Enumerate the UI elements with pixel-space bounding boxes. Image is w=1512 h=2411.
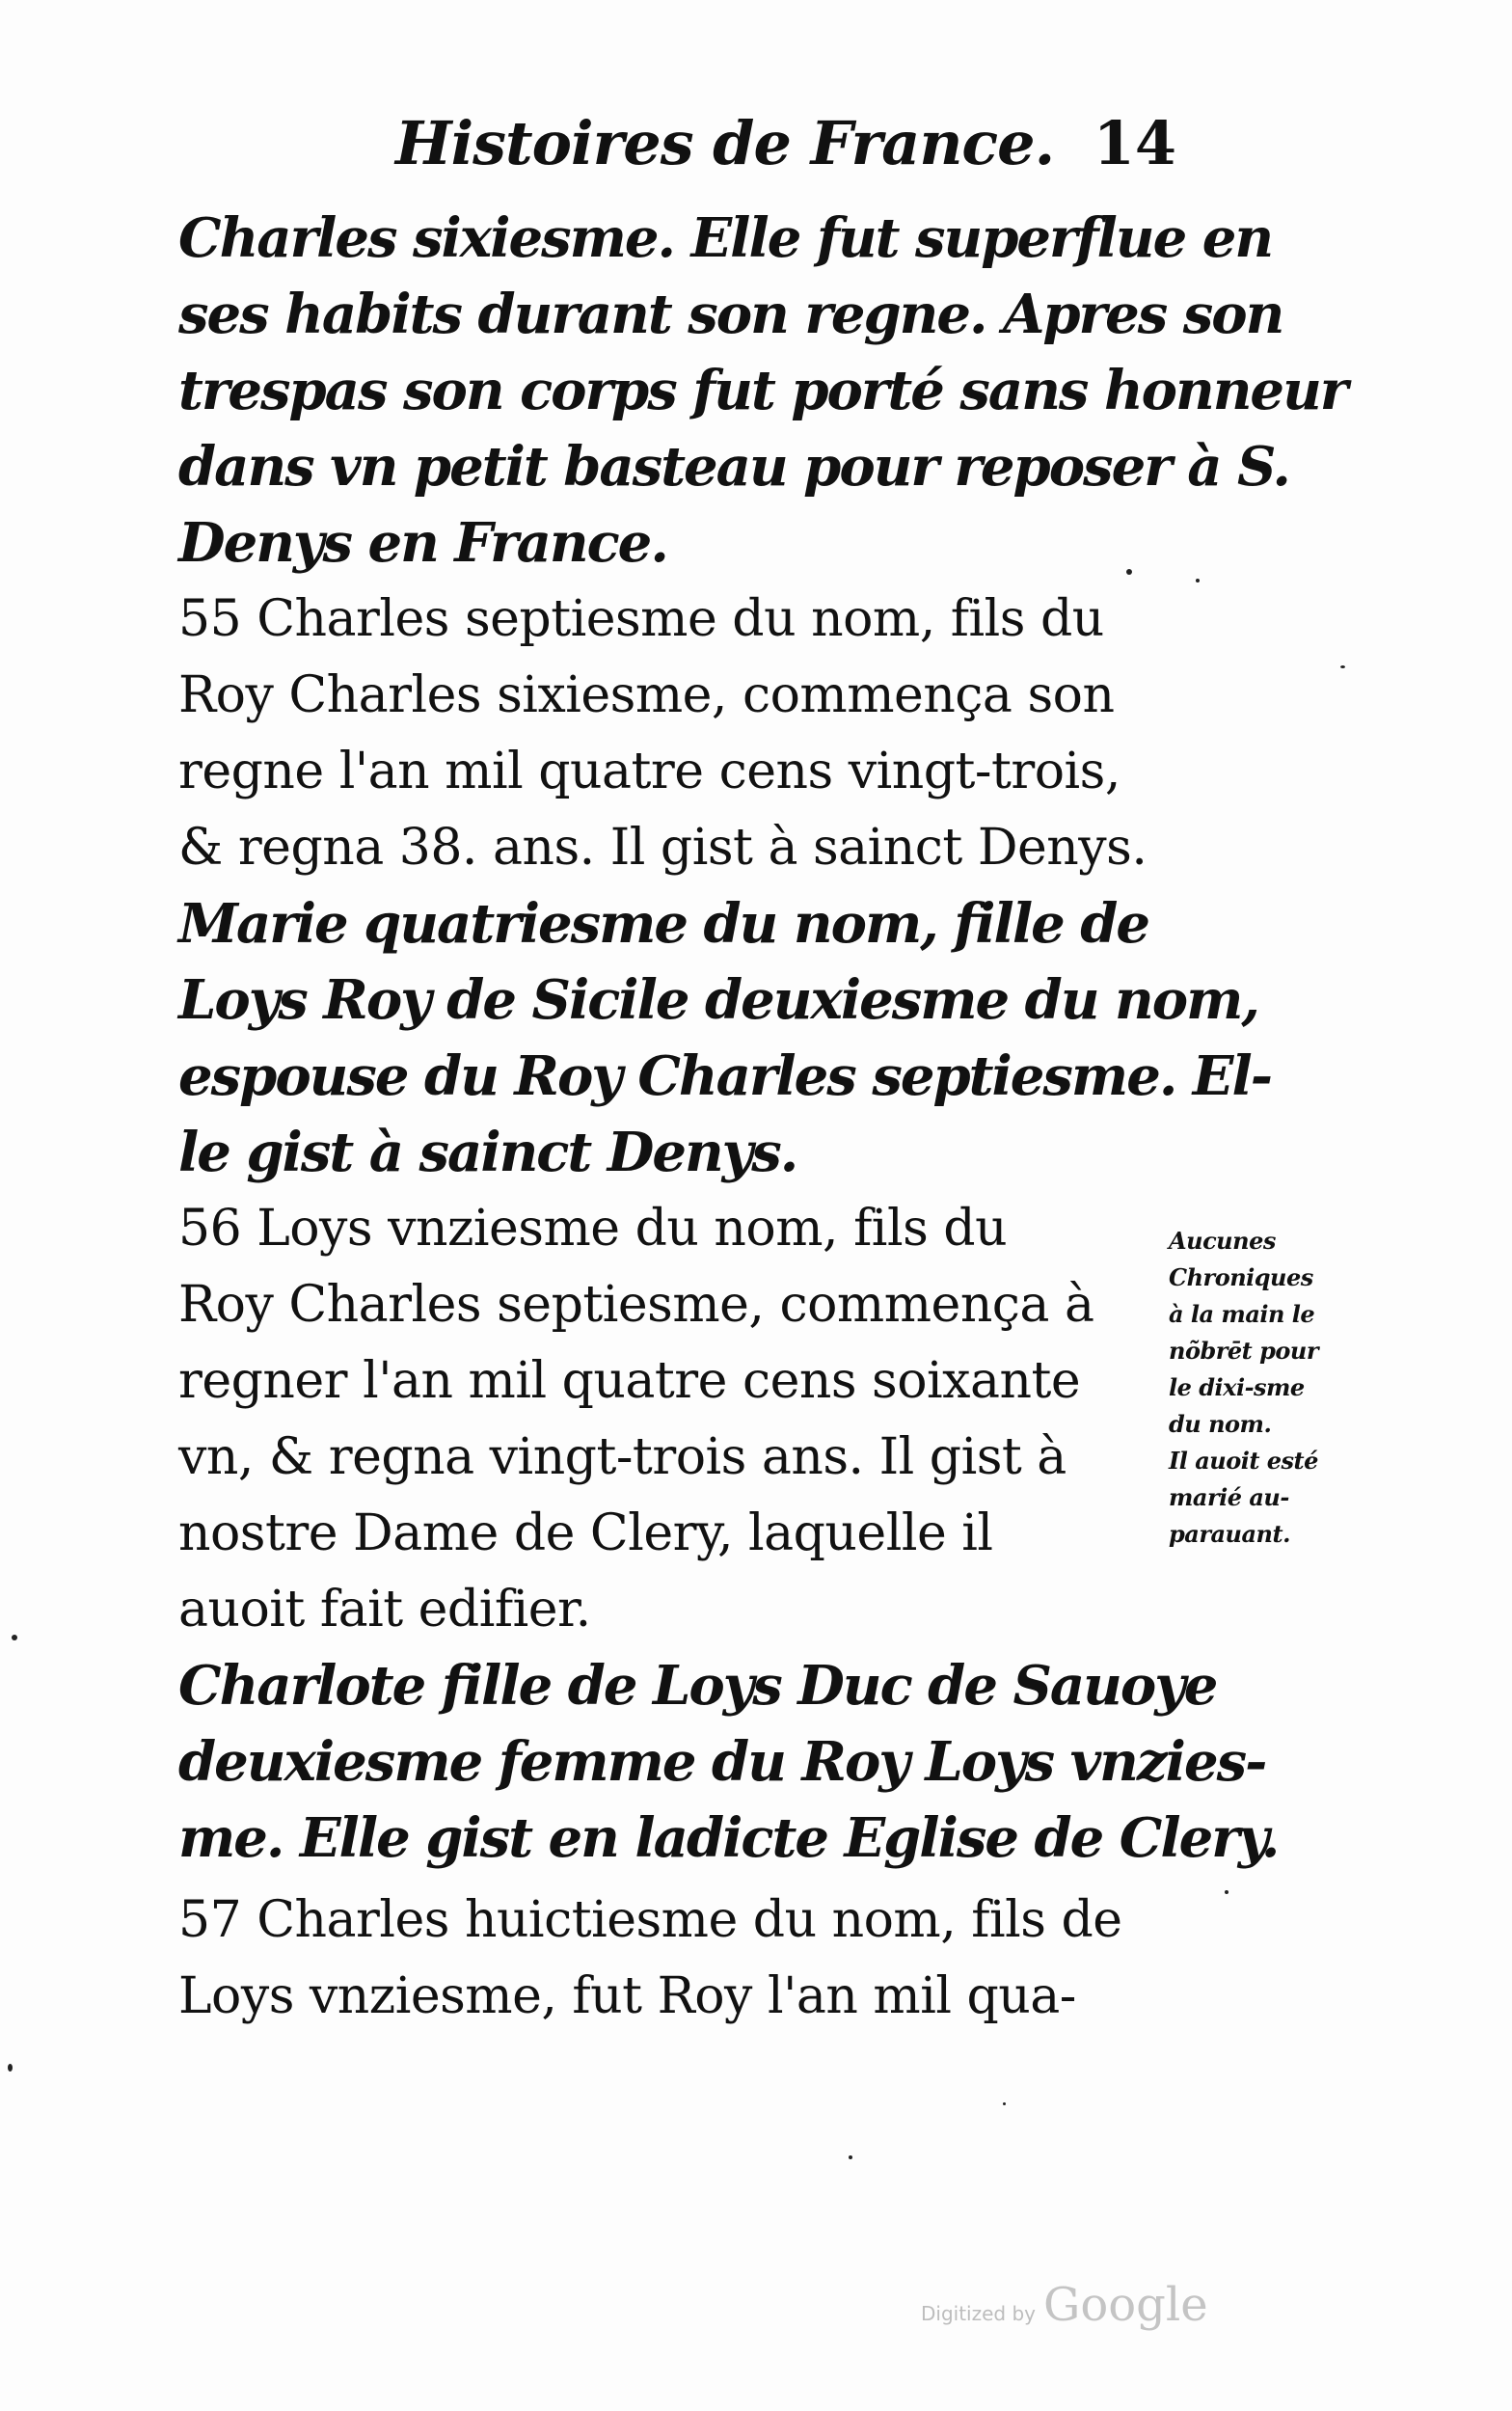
marginal-note-line: marié au- [1169,1483,1289,1511]
text-line: le gist à sainct Denys. [178,1121,797,1184]
text-line: & regna 38. ans. Il gist à sainct Denys. [178,819,1148,877]
text-line: ses habits durant son regne. Apres son [178,283,1283,346]
text-line: regne l'an mil quatre cens vingt-trois, [178,743,1120,800]
text-line: me. Elle gist en ladicte Eglise de Clery. [178,1806,1279,1870]
text-line: 55 Charles septiesme du nom, fils du [178,590,1104,648]
page-number: 14 [1093,108,1176,178]
marginal-note-line: du nom. [1169,1410,1272,1438]
marginal-note-line: parauant. [1169,1520,1290,1548]
text-line: Loys Roy de Sicile deuxiesme du nom, [178,968,1258,1032]
google-logo: Google [1043,2278,1208,2332]
ink-speck [12,1635,17,1640]
text-line: Denys en France. [178,511,667,575]
ink-speck [1225,1890,1228,1894]
text-line: Roy Charles septiesme, commença à [178,1276,1094,1334]
ink-speck [849,2155,852,2159]
running-title: Histoires de France. [395,108,1055,178]
text-line: nostre Dame de Clery, laquelle il [178,1504,993,1562]
text-line: Marie quatriesme du nom, fille de [178,892,1149,956]
page-header [183,108,1176,200]
text-line: Loys vnziesme, fut Roy l'an mil qua- [178,1967,1076,2025]
text-line: Charlote fille de Loys Duc de Sauoye [178,1654,1217,1718]
ink-speck [1340,665,1345,668]
text-line: deuxiesme femme du Roy Loys vnzies- [178,1730,1266,1794]
text-line: dans vn petit basteau pour reposer à S. [178,435,1289,499]
watermark-prefix: Digitized by [921,2302,1036,2325]
marginal-note-line: à la main le [1169,1300,1315,1328]
ink-speck [1126,569,1132,575]
ink-speck [1196,579,1200,582]
text-line: vn, & regna vingt-trois ans. Il gist à [178,1428,1066,1486]
marginal-note-line: nõbrēt pour [1169,1337,1318,1365]
marginal-note-line: le dixi-sme [1169,1373,1305,1401]
ink-speck [1003,2102,1006,2105]
text-line: trespas son corps fut porté sans honneur [178,359,1347,422]
text-line: espouse du Roy Charles septiesme. El- [178,1044,1272,1108]
text-line: Roy Charles sixiesme, commença son [178,666,1115,724]
text-line: 57 Charles huictiesme du nom, fils de [178,1891,1122,1949]
ink-speck [8,2064,13,2072]
marginal-note-line: Aucunes [1169,1227,1276,1255]
text-line: Charles sixiesme. Elle fut superflue en [178,206,1273,270]
marginal-note [1169,1223,1400,1553]
text-line: regner l'an mil quatre cens soixante [178,1352,1081,1410]
text-line: auoit fait edifier. [178,1581,591,1639]
text-line: 56 Loys vnziesme du nom, fils du [178,1200,1008,1258]
marginal-note-line: Chroniques [1169,1263,1313,1291]
marginal-note-line: Il auoit esté [1169,1447,1318,1475]
digitization-watermark [921,2278,1208,2336]
